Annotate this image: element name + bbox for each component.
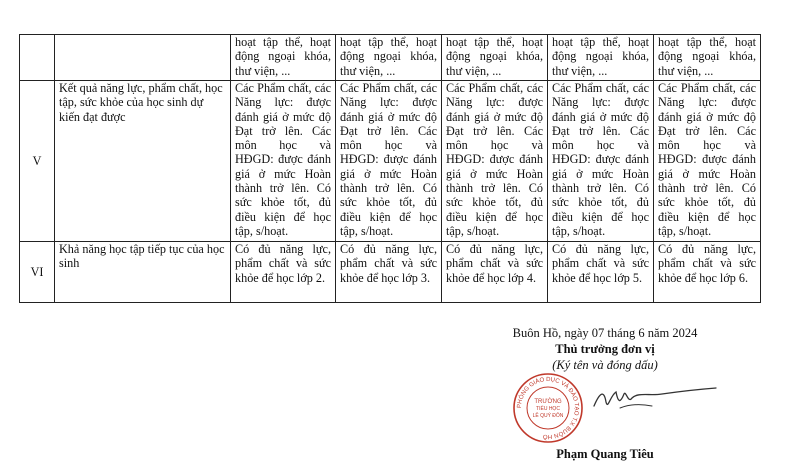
table-cell: Có đủ năng lực, phẩm chất và sức khỏe để học lớp 5. — [548, 242, 654, 303]
row-number: V — [20, 81, 55, 242]
table-cell: Các Phẩm chất, các Năng lực: được đánh giá ở mức độ Đạt trở lên. Các môn học và HĐGD: được đánh giá ở mức Hoàn thành trở lên. Có sức khỏe tốt, đủ điều kiện để học tập, s/hoạt. — [231, 81, 336, 242]
table-cell: Các Phẩm chất, các Năng lực: được đánh giá ở mức độ Đạt trở lên. Các môn học và HĐGD: được đánh giá ở mức Hoàn thành trở lên. Có sức khỏe tốt, đủ điều kiện để học tập, s/hoạt. — [654, 81, 761, 242]
row-label: Kết quả năng lực, phẩm chất, học tập, sức khỏe của học sinh dự kiến đạt được — [55, 81, 231, 242]
row-label: Khả năng học tập tiếp tục của học sinh — [55, 242, 231, 303]
svg-text:TRƯỜNG: TRƯỜNG — [534, 399, 562, 405]
handwritten-signature — [590, 382, 720, 416]
signature-date: Buôn Hồ, ngày 07 tháng 6 năm 2024 — [512, 326, 698, 340]
table-cell: hoạt tập thể, hoạt động ngoại khóa, thư viện, ... — [654, 35, 761, 81]
row-number — [20, 35, 55, 81]
signer-name: Phạm Quang Tiêu — [556, 447, 654, 461]
table-cell: Các Phẩm chất, các Năng lực: được đánh giá ở mức độ Đạt trở lên. Các môn học và HĐGD: được đánh giá ở mức Hoàn thành trở lên. Có sức khỏe tốt, đủ điều kiện để học tập, s/hoạt. — [336, 81, 442, 242]
table-cell: Có đủ năng lực, phẩm chất và sức khỏe để học lớp 4. — [442, 242, 548, 303]
table-cell: hoạt tập thể, hoạt động ngoại khóa, thư viện, ... — [548, 35, 654, 81]
row-number: VI — [20, 242, 55, 303]
svg-text:LÊ QUÝ ĐÔN: LÊ QUÝ ĐÔN — [532, 413, 564, 419]
table-cell: Các Phẩm chất, các Năng lực: được đánh giá ở mức độ Đạt trở lên. Các môn học và HĐGD: được đánh giá ở mức Hoàn thành trở lên. Có sức khỏe tốt, đủ điều kiện để học tập, s/hoạt. — [442, 81, 548, 242]
signature-note: (Ký tên và đóng dấu) — [552, 358, 658, 372]
table-row — [20, 35, 761, 81]
table-cell: hoạt tập thể, hoạt động ngoại khóa, thư viện, ... — [442, 35, 548, 81]
table-cell: hoạt tập thể, hoạt động ngoại khóa, thư viện, ... — [336, 35, 442, 81]
table-cell: Có đủ năng lực, phẩm chất và sức khỏe để học lớp 3. — [336, 242, 442, 303]
svg-text:TIỂU HỌC: TIỂU HỌC — [536, 406, 560, 412]
table-cell: Có đủ năng lực, phẩm chất và sức khỏe để học lớp 2. — [231, 242, 336, 303]
table-row — [20, 81, 761, 242]
official-stamp — [512, 372, 584, 444]
svg-text:PHÒNG GIÁO DỤC VÀ ĐÀO TẠO T.X: PHÒNG GIÁO DỤC VÀ ĐÀO TẠO T.X BUÔN HỒ — [516, 376, 580, 440]
signature-title: Thủ trưởng đơn vị — [555, 342, 655, 356]
plan-table — [19, 34, 761, 303]
table-cell: Có đủ năng lực, phẩm chất và sức khỏe để học lớp 6. — [654, 242, 761, 303]
table-cell: hoạt tập thể, hoạt động ngoại khóa, thư viện, ... — [231, 35, 336, 81]
table-row — [20, 242, 761, 303]
table-cell: Các Phẩm chất, các Năng lực: được đánh giá ở mức độ Đạt trở lên. Các môn học và HĐGD: được đánh giá ở mức Hoàn thành trở lên. Có sức khỏe tốt, đủ điều kiện để học tập, s/hoạt. — [548, 81, 654, 242]
row-label — [55, 35, 231, 81]
